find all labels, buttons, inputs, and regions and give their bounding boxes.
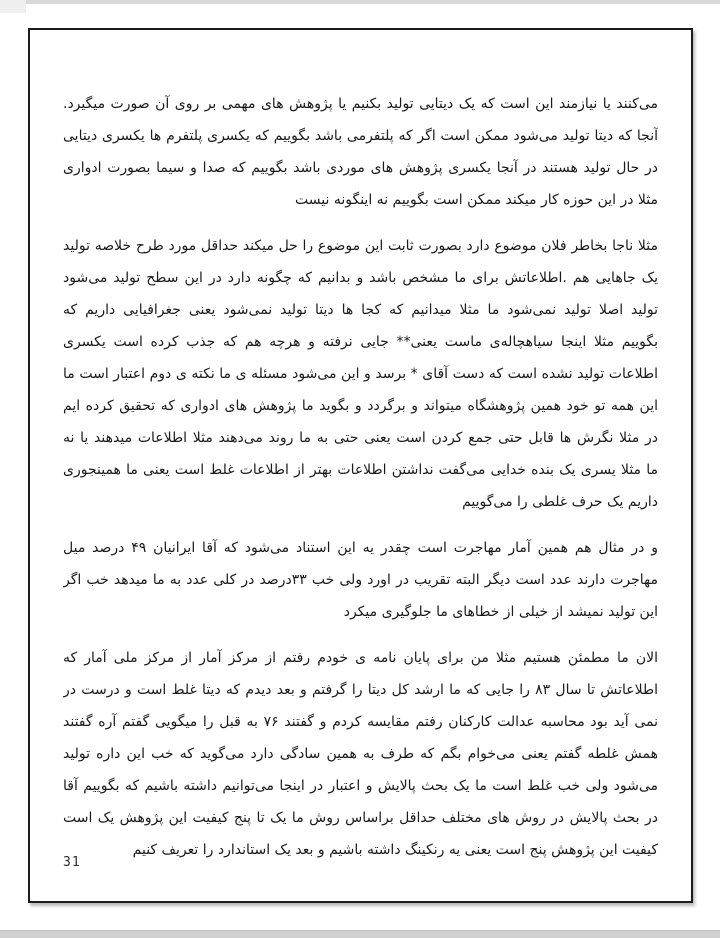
viewer-top-corner xyxy=(0,0,26,13)
text-line: مثلا ناجا بخاطر فلان موضوع دارد بصورت ثابت این موضوع را حل میکند حداقل مورد طرح خلاصه تولید xyxy=(63,238,658,254)
text-line: تولید اصلا تولید نمی‌شود ما مثلا میدانیم که کجا ها دیتا تولید نمی‌شود یعنی جغرافیایی داریم که xyxy=(63,302,658,318)
text-line: این تولید نمیشد از خیلی از خطاهای ما جلوگیری میکرد xyxy=(343,604,658,620)
text-line: می‌کنند یا نیازمند این است که یک دیتایی تولید بکنیم یا پژوهش های مهمی بر روی آن صورت میگیرد. xyxy=(63,96,658,112)
text-line: می‌شود ولی خب غلط است ما یک بحث پالایش و اعتبار در اینجا می‌توانیم داشته باشیم که بگوییم آقا xyxy=(63,778,658,794)
text-line: بگوییم مثلا اینجا سیاهچاله‌ی ماست یعنی** جایی نرفته و هرچه هم که جذب کرده است یکسری xyxy=(63,334,658,350)
text-line: الان ما مطمئن هستیم مثلا من برای پایان نامه ی خودم رفتم از مرکز آمار از مرکز ملی آمار که xyxy=(63,650,658,666)
text-line: کیفیت این پژوهش پنج است یعنی یه رنکینگ داشته باشیم و بعد یک استاندارد را تعریف کنیم xyxy=(132,842,658,858)
viewer-top-edge xyxy=(26,0,720,4)
text-line: آنجا که دیتا تولید می‌شود ممکن است اگر که پلتفرمی باشد بگوییم که یکسری پلتفرم ها یکسری دیتایی xyxy=(63,128,658,144)
text-line: نمی آید بود محاسبه عدالت کارکنان رفتم مقایسه کردم و گفتند ۷۶ به قبل را میگویی گفتم آره گفتند xyxy=(63,714,658,730)
text-line: یک جاهایی هم .اطلاعاتش برای ما مشخص باشد و بدانیم که چگونه دارد در این سطح تولید می‌شود xyxy=(63,270,658,286)
text-line: در مثلا نگرش ها قابل حتی جمع کردن است یعنی حتی به ما روند می‌دهند مثلا اطلاعات میدهند یا نه xyxy=(63,430,658,446)
text-line: مثلا در این حوزه کار میکند ممکن است بگوییم نه اینگونه نیست xyxy=(295,192,658,208)
viewer-bottom-bar xyxy=(0,930,720,938)
text-line: اطلاعات تولید نشده است که دست آقای * برسد و این می‌شود مسئله ی ما نکته ی دوم اعتبار است ما xyxy=(63,366,658,382)
text-line: اطلاعاتش تا سال ۸۳ را جایی که ما ارشد کل دیتا را گرفتم و بعد دیدم که دیتا غلط است و درست در xyxy=(63,682,658,698)
text-line: مهاجرت دارند عدد است دیگر البته تقریب در اورد ولی خب ۳۳درصد در کلی عدد به ما میدهد خب اگر xyxy=(63,572,658,588)
body-text xyxy=(63,79,658,880)
text-line: و در مثال هم همین آمار مهاجرت است چقدر یه این استناد می‌شود که آقا ایرانیان ۴۹ درصد میل xyxy=(63,540,658,556)
text-line: همش غلطه گفتم یعنی می‌خوام بگم که طرف به همین سادگی دارد می‌گوید که خب این داره تولید xyxy=(63,746,658,762)
page-number: 31 xyxy=(63,855,81,870)
text-line: ما مثلا یسری یک بنده خدایی می‌گفت نداشتن اطلاعات بهتر از اطلاعات غلط است یعنی ما همینجوری xyxy=(63,462,658,478)
text-line: داریم یک حرف غلطی را می‌گوییم xyxy=(462,494,658,510)
text-line: در بحث پالایش در روش های مختلف حداقل براساس روش ما یک تا پنج کیفیت این پژوهش یک است xyxy=(63,810,658,826)
document-page xyxy=(28,28,693,903)
text-line: در حال تولید هستند در آنجا یکسری پژوهش های موردی باشد بگوییم که صدا و سیما بصورت ادواری xyxy=(63,160,658,176)
text-line: این همه تو خود همین پژوهشگاه میتواند و برگردد و بگوید ما پژوهش های ادواری که تحقیق کرده ایم xyxy=(63,398,658,414)
